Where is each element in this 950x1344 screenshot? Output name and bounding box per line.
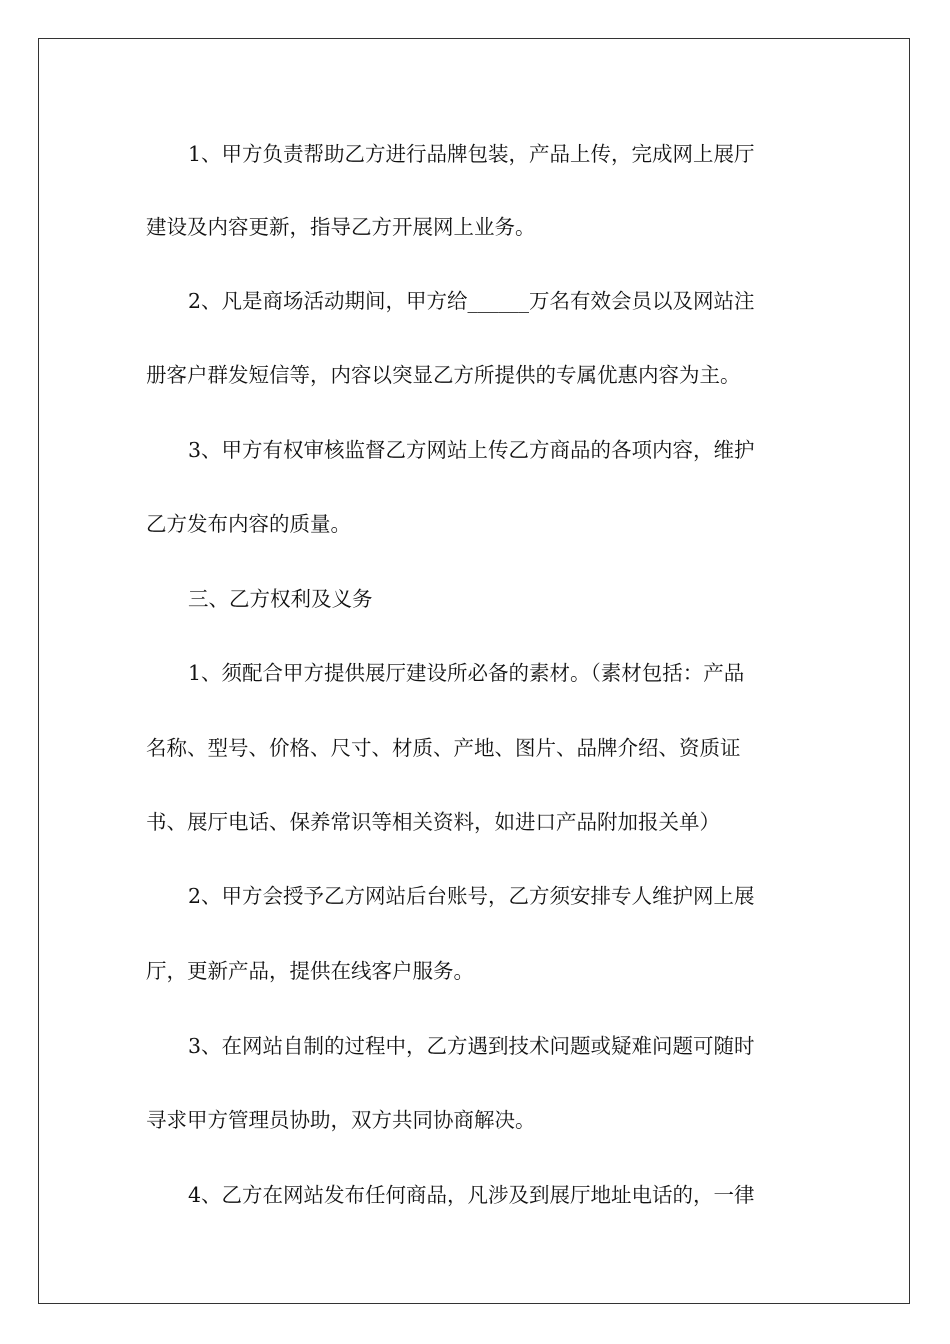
paragraph-line: 2、甲方会授予乙方网站后台账号，乙方须安排专人维护网上展 <box>188 884 755 908</box>
paragraph-line: 3、甲方有权审核监督乙方网站上传乙方商品的各项内容，维护 <box>188 438 755 462</box>
paragraph-line: 寻求甲方管理员协助，双方共同协商解决。 <box>146 1108 536 1132</box>
paragraph-line: 厅，更新产品，提供在线客户服务。 <box>146 959 474 983</box>
paragraph-line: 2、凡是商场活动期间，甲方给______万名有效会员以及网站注 <box>188 289 755 313</box>
paragraph-line: 书、展厅电话、保养常识等相关资料，如进口产品附加报关单） <box>146 810 720 834</box>
section-heading: 三、乙方权利及义务 <box>188 587 373 611</box>
paragraph-line: 1、甲方负责帮助乙方进行品牌包装，产品上传，完成网上展厅 <box>188 142 755 166</box>
paragraph-line: 册客户群发短信等，内容以突显乙方所提供的专属优惠内容为主。 <box>146 363 741 387</box>
paragraph-line: 1、须配合甲方提供展厅建设所必备的素材。（素材包括：产品 <box>188 661 745 685</box>
paragraph-line: 乙方发布内容的质量。 <box>146 512 351 536</box>
paragraph-line: 名称、型号、价格、尺寸、材质、产地、图片、品牌介绍、资质证 <box>146 736 741 760</box>
paragraph-line: 3、在网站自制的过程中，乙方遇到技术问题或疑难问题可随时 <box>188 1034 755 1058</box>
paragraph-line: 4、乙方在网站发布任何商品，凡涉及到展厅地址电话的，一律 <box>188 1183 755 1207</box>
paragraph-line: 建设及内容更新，指导乙方开展网上业务。 <box>146 215 536 239</box>
